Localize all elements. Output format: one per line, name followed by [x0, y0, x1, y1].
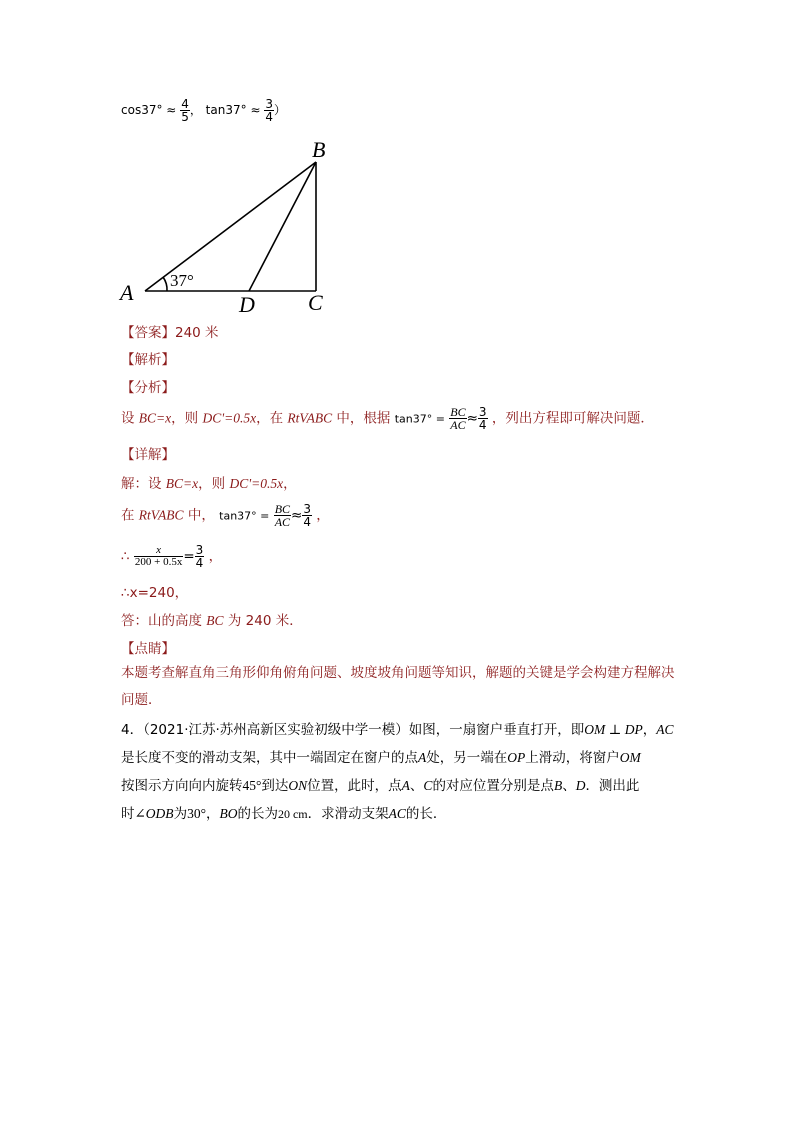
text: 处，另一端在 — [426, 750, 508, 766]
detail-line-4: ∴x=240， — [121, 585, 189, 601]
math-length: 20 cm — [277, 807, 308, 821]
math-angle-odb: ∠ODB — [134, 806, 174, 821]
text: ，列出方程即可解决问题． — [487, 410, 654, 427]
text: 时 — [121, 806, 135, 822]
equals-sign: = — [183, 548, 195, 565]
triangle-figure — [112, 134, 352, 324]
fraction-numerator: 3 — [303, 502, 311, 516]
label-b: B — [312, 137, 326, 162]
math-om: OM — [619, 750, 641, 765]
detail-line-3 — [121, 544, 222, 569]
text: 是长度不变的滑动支架，其中一端固定在窗户的点 — [121, 750, 418, 766]
q4-line-2 — [121, 746, 641, 766]
fenxi-line — [121, 406, 654, 431]
fraction-numerator: BC — [274, 502, 291, 516]
fraction-denominator: 4 — [195, 556, 204, 570]
tan-label: tan37° — [205, 103, 247, 117]
close-paren: ） — [273, 103, 286, 117]
fraction-denominator: AC — [274, 515, 291, 529]
text: 中， — [183, 507, 215, 524]
dianjing-tag: 【点睛】 — [121, 641, 175, 657]
approx-sign: ≈ — [291, 507, 303, 524]
math-bo: BO — [219, 806, 238, 821]
fraction-numerator: 3 — [265, 97, 273, 111]
math-ac: AC — [656, 722, 674, 737]
fraction-bc-ac — [449, 406, 466, 431]
fraction-bc-ac — [274, 503, 291, 528]
fraction-numerator: 4 — [181, 97, 189, 111]
text: ，则 — [171, 410, 203, 427]
triangle-label: VABC — [150, 507, 184, 523]
approx-sign: ≈ — [466, 410, 478, 427]
fraction-denominator: 200 + 0.5x — [134, 556, 183, 568]
text: ．求滑动支架 — [307, 806, 389, 822]
q4-line-1 — [121, 718, 673, 738]
label-a: A — [120, 280, 134, 305]
math-b: B — [553, 778, 563, 793]
fraction-3-4 — [478, 406, 488, 431]
fraction-denominator: AC — [450, 418, 466, 432]
text: 4．（2021·江苏·苏州高新区实验初级中学一模）如图，一扇窗户垂直打开，即 — [121, 722, 585, 738]
text: ， — [204, 548, 223, 565]
rt-label: Rt — [287, 410, 300, 426]
triangle-label: VABC — [299, 410, 333, 426]
answer-value: 240 米 — [175, 325, 219, 341]
fraction-numerator: x — [134, 545, 183, 557]
fraction-denominator: 5 — [181, 110, 189, 124]
var-dc: DC'=0.5x — [202, 410, 257, 426]
answer-tag: 【答案】 — [121, 325, 175, 341]
approx-sign: ≈ — [250, 103, 261, 117]
math-c: C — [423, 778, 433, 793]
math-d: D — [575, 778, 586, 793]
fraction-denominator: 4 — [478, 418, 487, 432]
text: ， — [311, 507, 330, 524]
fraction-numerator: 3 — [195, 543, 204, 557]
formula-line — [121, 98, 286, 123]
angle-label: 37° — [170, 271, 194, 290]
fraction-numerator: BC — [450, 405, 466, 419]
text: 为 240 米． — [223, 613, 303, 629]
text: 按图示方向向内旋转 — [121, 778, 243, 794]
dianjing-text: 本题考查解直角三角形仰角俯角问题、坡度坡角问题等知识，解题的关键是学会构建方程解决问题． — [121, 665, 675, 708]
fraction-equation — [134, 545, 183, 568]
text: 设 — [121, 410, 139, 427]
text: 的长为 — [237, 806, 278, 822]
label-c: C — [308, 290, 323, 315]
fenxi-tag: 【分析】 — [121, 380, 175, 396]
var-bc: BC — [206, 613, 224, 628]
text: ，则 — [198, 476, 230, 492]
label-d: D — [239, 292, 255, 317]
text: 上滑动，将窗户 — [525, 750, 620, 766]
math-om-dp: OM ⊥ DP — [584, 722, 643, 737]
text: 为 — [173, 806, 188, 822]
fraction-3-4 — [195, 544, 205, 569]
text: ， — [642, 722, 657, 738]
angle-arc — [163, 277, 167, 291]
detail-tag: 【详解】 — [121, 447, 175, 463]
therefore-sign: ∴ — [121, 548, 130, 565]
text: 到达 — [261, 778, 289, 794]
text: 、 — [562, 778, 576, 794]
text: 的长． — [405, 806, 447, 822]
math-30deg: 30° — [187, 806, 206, 821]
text: 位置，此时，点 — [307, 778, 402, 794]
text: ，在 — [256, 410, 288, 427]
fraction-denominator: 4 — [265, 110, 273, 124]
var-bc: BC=x — [165, 476, 199, 491]
text: 答：山的高度 — [121, 613, 207, 629]
text: 中，根据 — [332, 410, 391, 427]
detail-line-5 — [121, 609, 303, 629]
fraction-tan — [264, 98, 274, 123]
text: 在 — [121, 507, 139, 524]
text: ， — [283, 476, 297, 492]
fraction-cos — [180, 98, 190, 123]
text: 、 — [409, 778, 424, 794]
detail-line-1 — [121, 472, 297, 492]
fraction-numerator: 3 — [478, 405, 487, 419]
segment-bd — [249, 162, 316, 291]
approx-sign: ≈ — [166, 103, 177, 117]
var-dc: DC'=0.5x — [229, 476, 284, 491]
answer-line — [121, 321, 219, 341]
math-op: OP — [507, 750, 526, 765]
separator: ， — [189, 103, 202, 117]
math-on: ON — [288, 778, 308, 793]
math-45deg: 45° — [242, 778, 262, 793]
math-a: A — [401, 778, 410, 793]
analysis-tag: 【解析】 — [121, 352, 175, 368]
fraction-3-4 — [302, 503, 312, 528]
fraction-denominator: 4 — [303, 515, 311, 529]
math-a: A — [418, 750, 427, 765]
cos-label: cos37° — [121, 103, 163, 117]
var-bc: BC=x — [138, 410, 172, 426]
text: 解：设 — [121, 476, 166, 492]
text: 的对应位置分别是点 — [432, 778, 554, 794]
detail-line-2 — [121, 503, 330, 528]
text: ．测出此 — [585, 778, 640, 794]
q4-line-3 — [121, 774, 639, 794]
rt-label: Rt — [138, 507, 151, 523]
tan-label: tan37° = — [219, 509, 270, 523]
q4-line-4 — [121, 802, 446, 822]
tan-label: tan37° = — [394, 412, 445, 426]
text: ， — [205, 806, 220, 822]
math-ac: AC — [388, 806, 406, 821]
